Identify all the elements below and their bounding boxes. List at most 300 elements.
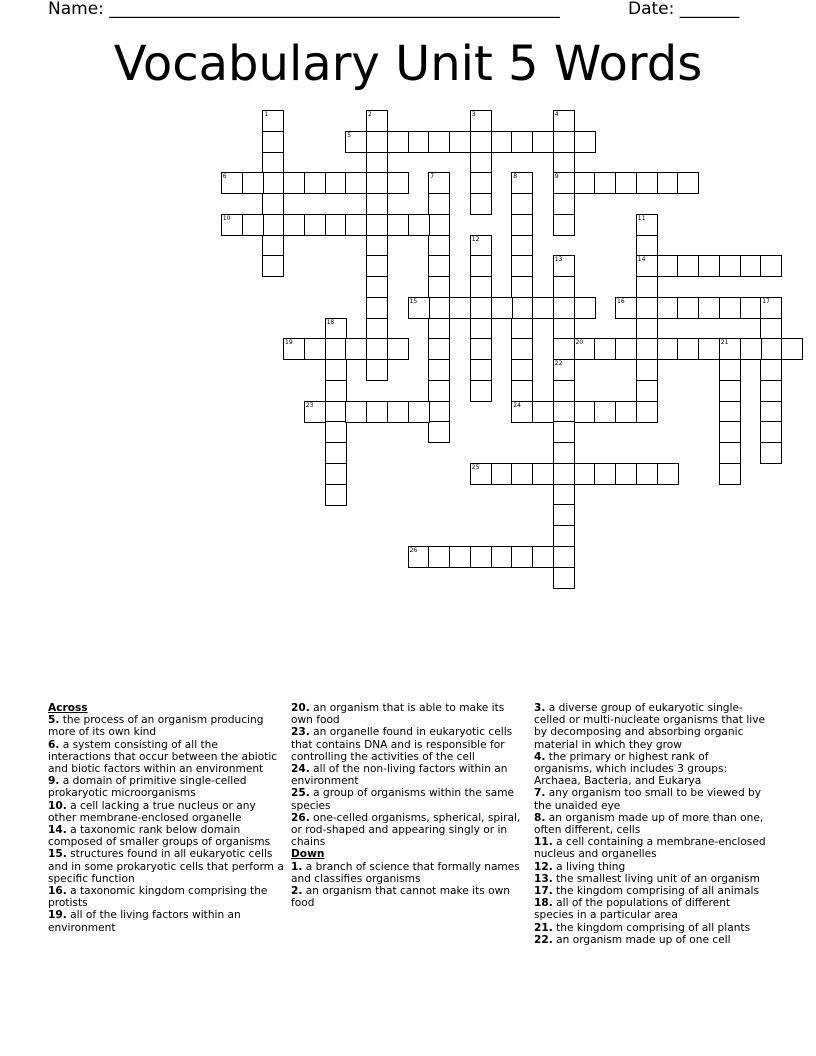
crossword-cell[interactable] (760, 255, 782, 277)
crossword-cell[interactable] (470, 546, 492, 568)
crossword-cell[interactable] (428, 297, 450, 319)
crossword-cell[interactable] (553, 463, 575, 485)
crossword-cell[interactable] (574, 297, 596, 319)
crossword-cell[interactable] (511, 297, 533, 319)
crossword-cell[interactable] (366, 318, 388, 340)
crossword-cell[interactable] (553, 484, 575, 506)
clue-number: 26 (409, 546, 418, 554)
crossword-cell[interactable] (428, 546, 450, 568)
crossword-cell[interactable] (553, 318, 575, 340)
crossword-cell[interactable] (449, 546, 471, 568)
crossword-cell[interactable] (760, 318, 782, 340)
clue-number: 8 (513, 173, 518, 181)
clue-number-label: 18. (534, 897, 553, 910)
crossword-cell[interactable] (719, 255, 741, 277)
clue-number-label: 17. (534, 885, 553, 898)
crossword-cell[interactable] (657, 255, 679, 277)
crossword-cell[interactable] (345, 214, 367, 236)
crossword-cell[interactable] (262, 255, 284, 277)
crossword-cell[interactable] (574, 401, 596, 423)
crossword-cell[interactable] (345, 401, 367, 423)
crossword-cell[interactable] (574, 338, 596, 360)
clue-item (291, 702, 527, 726)
crossword-cell[interactable] (594, 401, 616, 423)
clue-number-label: 1. (291, 860, 303, 873)
crossword-cell[interactable] (636, 338, 658, 360)
crossword-cell[interactable] (511, 546, 533, 568)
crossword-cell[interactable] (511, 193, 533, 215)
crossword-cell[interactable] (553, 297, 575, 319)
crossword-cell[interactable] (283, 172, 305, 194)
page-title: Vocabulary Unit 5 Words (113, 36, 703, 92)
clue-text: an organism made up of more than one, often different, cells (534, 811, 764, 837)
crossword-cell[interactable] (491, 131, 513, 153)
clue-item (291, 885, 527, 909)
crossword-cell[interactable] (553, 172, 575, 194)
clue-item (48, 848, 284, 885)
crossword-cell[interactable] (325, 421, 347, 443)
clue-item (48, 775, 284, 799)
crossword-cell[interactable] (511, 359, 533, 381)
crossword-cell[interactable] (511, 276, 533, 298)
crossword-cell[interactable] (511, 318, 533, 340)
crossword-cell[interactable] (657, 338, 679, 360)
crossword-cell[interactable] (428, 214, 450, 236)
crossword-cell[interactable] (594, 463, 616, 485)
crossword-cell[interactable] (470, 297, 492, 319)
crossword-cell[interactable] (532, 546, 554, 568)
clue-number: 20 (575, 339, 584, 347)
crossword-cell[interactable] (553, 214, 575, 236)
clue-text: a domain of primitive single-celled prokaryotic microorganisms (48, 775, 247, 800)
crossword-cell[interactable] (760, 380, 782, 402)
crossword-cell[interactable] (304, 338, 326, 360)
crossword-cell[interactable] (740, 297, 762, 319)
crossword-cell[interactable] (325, 338, 347, 360)
crossword-cell[interactable] (408, 401, 430, 423)
crossword-cell[interactable] (719, 359, 741, 381)
crossword-cell[interactable] (553, 131, 575, 153)
clue-item (534, 897, 770, 921)
crossword-cell[interactable] (470, 131, 492, 153)
clue-item (534, 922, 770, 934)
clue-item (48, 739, 284, 776)
crossword-cell[interactable] (345, 338, 367, 360)
crossword-cell[interactable] (553, 338, 575, 360)
crossword-cell[interactable] (677, 255, 699, 277)
crossword-cell[interactable] (366, 255, 388, 277)
clue-number-label: 19. (48, 909, 67, 922)
crossword-cell[interactable] (449, 131, 471, 153)
crossword-cell[interactable] (470, 255, 492, 277)
crossword-cell[interactable] (719, 380, 741, 402)
crossword-cell[interactable] (511, 463, 533, 485)
clue-number: 11 (637, 214, 646, 222)
crossword-cell[interactable] (719, 297, 741, 319)
clue-item (48, 909, 284, 933)
crossword-cell[interactable] (553, 421, 575, 443)
crossword-cell[interactable] (719, 463, 741, 485)
crossword-cell[interactable] (657, 463, 679, 485)
crossword-cell[interactable] (262, 131, 284, 153)
crossword-cell[interactable] (366, 131, 388, 153)
crossword-cell[interactable] (594, 338, 616, 360)
clue-number-label: 9. (48, 775, 60, 788)
clue-item (534, 873, 770, 885)
crossword-cell[interactable] (636, 401, 658, 423)
crossword-cell[interactable] (677, 297, 699, 319)
crossword-cell[interactable] (760, 338, 782, 360)
crossword-cell[interactable] (719, 442, 741, 464)
clue-number-label: 15. (48, 848, 67, 861)
crossword-cell[interactable] (532, 297, 554, 319)
crossword-cell[interactable] (428, 359, 450, 381)
crossword-cell[interactable] (470, 110, 492, 132)
crossword-cell[interactable] (366, 359, 388, 381)
clue-number-label: 2. (291, 885, 303, 898)
crossword-cell[interactable] (428, 276, 450, 298)
crossword-cell[interactable] (719, 401, 741, 423)
clue-text: structures found in all eukaryotic cells and in some prokaryotic cells that perform a specific function (48, 848, 284, 885)
crossword-cell[interactable] (366, 193, 388, 215)
clue-number-label: 21. (534, 921, 553, 934)
crossword-cell[interactable] (719, 421, 741, 443)
crossword-cell[interactable] (325, 442, 347, 464)
clue-number: 13 (554, 256, 563, 264)
crossword-cell[interactable] (325, 214, 347, 236)
clue-text: an organism that cannot make its own food (291, 885, 511, 910)
crossword-cell[interactable] (470, 359, 492, 381)
crossword-cell[interactable] (698, 338, 720, 360)
clue-number: 4 (554, 111, 559, 118)
crossword-cell[interactable] (428, 131, 450, 153)
crossword-cell[interactable] (408, 297, 430, 319)
clue-number: 7 (430, 173, 435, 181)
clue-item (534, 787, 770, 811)
name-field[interactable]: Name: _____________________________________________________ (48, 0, 560, 19)
clue-number-label: 22. (534, 933, 553, 946)
crossword-cell[interactable] (553, 546, 575, 568)
clue-number-label: 26. (291, 811, 310, 824)
crossword-cell[interactable] (366, 110, 388, 132)
crossword-cell[interactable] (615, 338, 637, 360)
clue-number-label: 12. (534, 860, 553, 873)
clue-text: an organelle found in eukaryotic cells that contains DNA and is responsible for controlling the activities of the cell (291, 726, 513, 763)
clue-number: 22 (554, 360, 563, 367)
crossword-cell[interactable] (325, 172, 347, 194)
crossword-cell[interactable] (428, 338, 450, 360)
crossword-cell[interactable] (636, 463, 658, 485)
crossword-cell[interactable] (325, 359, 347, 381)
crossword-cell[interactable] (553, 380, 575, 402)
crossword-cell[interactable] (491, 546, 513, 568)
crossword-cell[interactable] (262, 214, 284, 236)
crossword-cell[interactable] (760, 297, 782, 319)
crossword-cell[interactable] (553, 401, 575, 423)
clue-number: 14 (637, 256, 646, 264)
crossword-cell[interactable] (677, 338, 699, 360)
crossword-cell[interactable] (574, 463, 596, 485)
crossword-cell[interactable] (532, 401, 554, 423)
crossword-cell[interactable] (470, 276, 492, 298)
clue-number: 15 (409, 297, 418, 305)
crossword-cell[interactable] (760, 442, 782, 464)
crossword-cell[interactable] (221, 172, 243, 194)
crossword-cell[interactable] (636, 235, 658, 257)
clue-text: any organism too small to be viewed by the unaided eye (534, 787, 762, 812)
crossword-cell[interactable] (283, 214, 305, 236)
clue-number-label: 14. (48, 824, 67, 837)
crossword-cell[interactable] (242, 214, 264, 236)
crossword-cell[interactable] (657, 172, 679, 194)
clue-number-label: 8. (534, 811, 546, 824)
crossword-cell[interactable] (470, 172, 492, 194)
crossword-cell[interactable] (760, 359, 782, 381)
crossword-cell[interactable] (719, 338, 741, 360)
crossword-cell[interactable] (428, 318, 450, 340)
crossword-cell[interactable] (491, 297, 513, 319)
clue-number: 16 (617, 297, 625, 305)
clue-text: one-celled organisms, spherical, spiral, or rod-shaped and appearing singly or in chains (291, 811, 521, 849)
crossword-cell[interactable] (781, 338, 803, 360)
clue-text: a taxonomic kingdom comprising the protists (48, 885, 268, 910)
clue-number: 18 (326, 318, 335, 326)
crossword-cell[interactable] (304, 214, 326, 236)
crossword-cell[interactable] (366, 152, 388, 174)
clue-item (534, 885, 770, 897)
clue-text: the primary or highest rank of organisms, which includes 3 groups: Archaea, Bacteria, and Eukarya (534, 750, 728, 788)
crossword-cell[interactable] (366, 297, 388, 319)
crossword-cell[interactable] (283, 338, 305, 360)
clue-text: all of the non-living factors within an environment (291, 763, 508, 788)
crossword-cell[interactable] (740, 338, 762, 360)
crossword-cell[interactable] (408, 131, 430, 153)
clues-column-2 (291, 702, 527, 909)
crossword-cell[interactable] (636, 318, 658, 340)
clues-column-3 (534, 702, 770, 946)
clue-number: 17 (762, 297, 770, 305)
crossword-cell[interactable] (636, 359, 658, 381)
clue-number-label: 5. (48, 714, 60, 727)
clues-column-1 (48, 702, 284, 934)
crossword-cell[interactable] (366, 276, 388, 298)
crossword-cell[interactable] (470, 463, 492, 485)
crossword-cell[interactable] (325, 401, 347, 423)
crossword-cell[interactable] (511, 214, 533, 236)
crossword-cell[interactable] (532, 463, 554, 485)
crossword-cell[interactable] (511, 172, 533, 194)
crossword-cell[interactable] (698, 255, 720, 277)
clue-text: the process of an organism producing more of its own kind (48, 714, 264, 739)
clue-item (534, 836, 770, 860)
crossword-cell[interactable] (366, 214, 388, 236)
clue-number: 3 (471, 111, 476, 118)
crossword-cell[interactable] (366, 235, 388, 257)
crossword-cell[interactable] (428, 380, 450, 402)
clue-number-label: 11. (534, 836, 553, 849)
crossword-cell[interactable] (636, 276, 658, 298)
clue-text: an organism made up of one cell (552, 933, 731, 946)
clue-text: an organism that is able to make its own food (291, 702, 505, 727)
crossword-cell[interactable] (428, 255, 450, 277)
clue-number: 12 (471, 235, 480, 243)
clue-item (291, 763, 527, 787)
crossword-cell[interactable] (470, 338, 492, 360)
crossword-cell[interactable] (262, 193, 284, 215)
crossword-cell[interactable] (242, 172, 264, 194)
clue-text: the smallest living unit of an organism (552, 872, 760, 885)
crossword-cell[interactable] (325, 318, 347, 340)
clue-number: 10 (222, 214, 231, 222)
clue-number: 21 (720, 339, 729, 347)
crossword-cell[interactable] (553, 255, 575, 277)
clue-number-label: 23. (291, 726, 310, 739)
crossword-cell[interactable] (449, 297, 471, 319)
crossword-cell[interactable] (511, 235, 533, 257)
clue-text: a branch of science that formally names and classifies organisms (291, 860, 520, 885)
clue-item (534, 702, 770, 751)
crossword-cell[interactable] (325, 484, 347, 506)
crossword-cell[interactable] (615, 297, 637, 319)
crossword-cell[interactable] (262, 235, 284, 257)
crossword-cell[interactable] (325, 380, 347, 402)
crossword-cell[interactable] (470, 235, 492, 257)
crossword-cell[interactable] (636, 255, 658, 277)
crossword-cell[interactable] (574, 172, 596, 194)
crossword-cell[interactable] (553, 152, 575, 174)
crossword-cell[interactable] (636, 380, 658, 402)
crossword-cell[interactable] (262, 172, 284, 194)
crossword-cell[interactable] (408, 546, 430, 568)
crossword-cell[interactable] (553, 504, 575, 526)
down-heading: Down (291, 848, 325, 861)
clue-text: a cell containing a membrane-enclosed nucleus and organelles (534, 836, 766, 861)
crossword-cell[interactable] (511, 401, 533, 423)
clue-text: a system consisting of all the interactions that occur between the abiotic and biotic factors within an environment (48, 738, 278, 776)
crossword-cell[interactable] (428, 421, 450, 443)
crossword-cell[interactable] (387, 214, 409, 236)
crossword-cell[interactable] (262, 110, 284, 132)
clue-number-label: 24. (291, 763, 310, 776)
crossword-cell[interactable] (470, 318, 492, 340)
across-heading: Across (48, 702, 88, 714)
crossword-cell[interactable] (553, 359, 575, 381)
crossword-cell[interactable] (470, 152, 492, 174)
clue-text: a living thing (552, 860, 626, 873)
crossword-cell[interactable] (615, 172, 637, 194)
crossword-cell[interactable] (366, 172, 388, 194)
clue-item (534, 861, 770, 873)
clue-item (48, 885, 284, 909)
clue-number-label: 10. (48, 799, 67, 812)
clue-number-label: 16. (48, 885, 67, 898)
crossword-cell[interactable] (366, 338, 388, 360)
crossword-cell[interactable] (428, 172, 450, 194)
crossword-cell[interactable] (511, 131, 533, 153)
crossword-cell[interactable] (325, 463, 347, 485)
crossword-cell[interactable] (511, 255, 533, 277)
clue-item (48, 800, 284, 824)
clue-item (291, 861, 527, 885)
clue-text: all of the living factors within an environment (48, 909, 241, 934)
crossword-cell[interactable] (636, 172, 658, 194)
clue-item (534, 934, 770, 946)
crossword-cell[interactable] (511, 338, 533, 360)
clue-number: 5 (347, 131, 352, 139)
crossword-cell[interactable] (304, 172, 326, 194)
crossword-cell[interactable] (387, 401, 409, 423)
clue-item (534, 812, 770, 836)
crossword-cell[interactable] (553, 110, 575, 132)
crossword-cell[interactable] (470, 193, 492, 215)
crossword-cell[interactable] (387, 131, 409, 153)
crossword-cell[interactable] (553, 525, 575, 547)
crossword-cell[interactable] (387, 338, 409, 360)
crossword-cell[interactable] (574, 131, 596, 153)
crossword-cell[interactable] (553, 442, 575, 464)
clue-item (291, 726, 527, 763)
clue-number-label: 13. (534, 872, 553, 885)
clue-number-label: 20. (291, 702, 310, 714)
crossword-cell[interactable] (553, 276, 575, 298)
crossword-cell[interactable] (594, 172, 616, 194)
crossword-cell[interactable] (677, 172, 699, 194)
crossword-cell[interactable] (491, 463, 513, 485)
crossword-cell[interactable] (387, 172, 409, 194)
crossword-cell[interactable] (615, 463, 637, 485)
crossword-cell[interactable] (428, 401, 450, 423)
crossword-cell[interactable] (304, 401, 326, 423)
crossword-cell[interactable] (428, 193, 450, 215)
crossword-cell[interactable] (553, 567, 575, 589)
clue-text: a cell lacking a true nucleus or any other membrane-enclosed organelle (48, 799, 256, 824)
clue-item (48, 714, 284, 738)
clue-number: 19 (285, 339, 293, 347)
crossword-cell[interactable] (698, 297, 720, 319)
clue-number-label: 7. (534, 787, 546, 800)
crossword-cell[interactable] (511, 380, 533, 402)
crossword-cell[interactable] (553, 193, 575, 215)
clue-text: a diverse group of eukaryotic single-celled or multi-nucleate organisms that live by decomposing and absorbing organic material in which they grow (534, 702, 765, 751)
crossword-cell[interactable] (657, 297, 679, 319)
crossword-cell[interactable] (221, 214, 243, 236)
clue-number-label: 25. (291, 787, 310, 800)
crossword-cell[interactable] (636, 214, 658, 236)
crossword-cell[interactable] (532, 131, 554, 153)
clue-item (534, 751, 770, 788)
crossword-cell[interactable] (615, 401, 637, 423)
clue-item (291, 812, 527, 849)
clue-number: 24 (513, 401, 521, 409)
date-field[interactable]: Date: _______ (628, 0, 740, 19)
crossword-cell[interactable] (428, 235, 450, 257)
clue-number-label: 3. (534, 702, 546, 714)
crossword-cell[interactable] (636, 297, 658, 319)
crossword-cell[interactable] (345, 172, 367, 194)
crossword-cell[interactable] (262, 152, 284, 174)
crossword-cell[interactable] (408, 214, 430, 236)
crossword-cell[interactable] (345, 131, 367, 153)
clue-number: 25 (471, 463, 480, 471)
crossword-cell[interactable] (760, 401, 782, 423)
clue-number: 2 (368, 111, 372, 118)
clue-item (48, 824, 284, 848)
crossword-cell[interactable] (366, 401, 388, 423)
crossword-cell[interactable] (470, 380, 492, 402)
clue-number: 9 (554, 173, 559, 181)
crossword-cell[interactable] (760, 421, 782, 443)
crossword-cell[interactable] (740, 255, 762, 277)
